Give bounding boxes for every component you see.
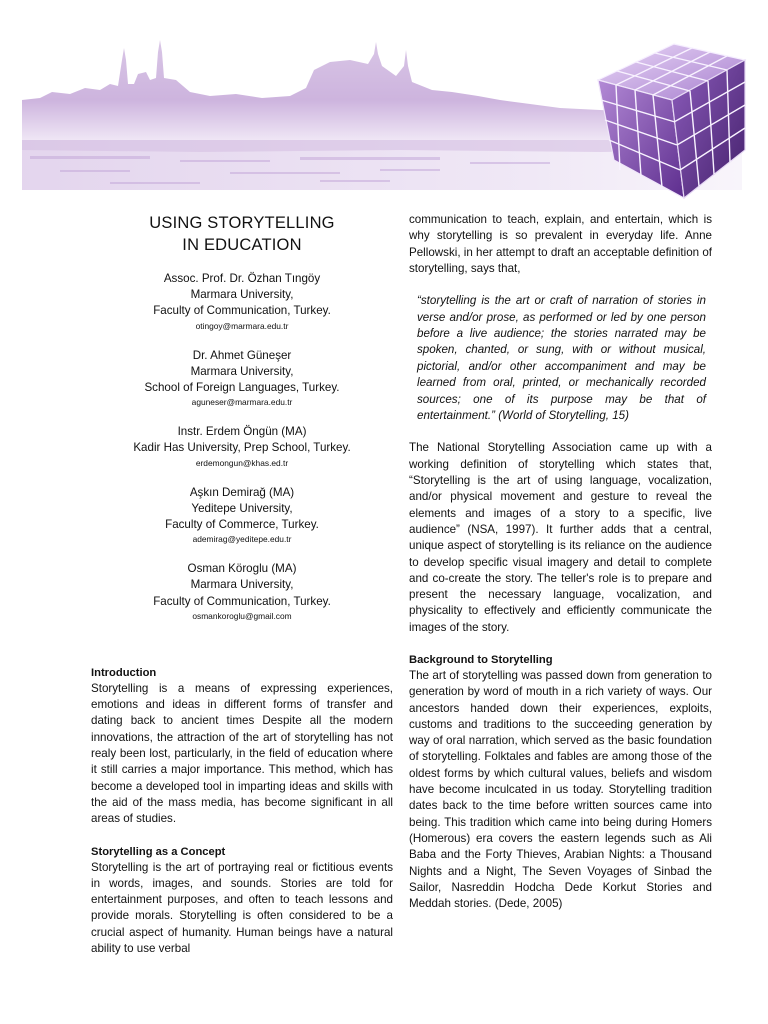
author-email[interactable]: erdemongun@khas.ed.tr: [195, 457, 289, 468]
concept-text: Storytelling is the art of portraying real or fictitious events in words, images, and sounds. Stories are told for entertainment purposes, and often to teach lessons and provide morals. Storytelling is often considered to be a crucial aspect of humanity. Human beings have a natural ability to use verbal: [91, 860, 393, 955]
author-block: [91, 424, 393, 469]
author-email[interactable]: otingoy@marmara.edu.tr: [195, 320, 289, 331]
section-heading-concept: Storytelling as a Concept: [91, 845, 226, 858]
right-intro-text: communication to teach, explain, and entertain, which is why storytelling is so prevalent in everyday life. Anne Pellowski, in her attempt to draft an acceptable definition of storytelling, says that,: [409, 213, 712, 275]
author-name: Instr. Erdem Öngün (MA): [177, 425, 307, 439]
section-heading-background: Background to Storytelling: [409, 654, 553, 666]
author-affiliation: Faculty of Communication, Turkey.: [153, 594, 331, 608]
author-block: [91, 561, 393, 623]
author-block: [91, 348, 393, 410]
author-email[interactable]: ademirag@yeditepe.edu.tr: [192, 534, 292, 545]
author-affiliation: Faculty of Commerce, Turkey.: [165, 518, 319, 532]
title-line-2: IN EDUCATION: [182, 236, 302, 254]
block-quote: “storytelling is the art or craft of narration of stories in verse and/or prose, as performed or led by one person before a live audience; the stories narrated may be spoken, chanted, or sung, with or without musical, pictorial, and/or other accompaniment and may be learned from oral, printed, or mechanically recorded sources; one of its purpose may be that of entertainment.” (World of Storytelling, 15): [417, 294, 706, 423]
author-affiliation: School of Foreign Languages, Turkey.: [144, 381, 340, 395]
header-banner: [0, 0, 768, 205]
author-email[interactable]: osmankoroglu@gmail.com: [192, 610, 292, 621]
author-affiliation: Marmara University,: [190, 288, 294, 302]
author-block: [91, 485, 393, 547]
background-text: The art of storytelling was passed down from generation to generation by word of mouth in a rich variety of ways. Our ancestors handed down their experiences, exploits, customs and traditions to the succeeding generation by way of oral narration, which served as the basic foundation of storytelling. Folktales and fables are among those of the oldest forms by which cultural values, beliefs and wisdom have become inculcated in us today. Storytelling tradition dates back to the time before written sources came into being. This tradition which came into being during Homers (Homerous) era covers the eastern legends such as Ali Baba and the Forty Thieves, Arabian Nights: a Thousand Nights and a Night, The Seven Voyages of Sinbad the Sailor, Nasreddin Hodcha Dede Korkut Stories and Meddah stories. (Dede, 2005): [409, 669, 712, 911]
author-name: Aşkın Demirağ (MA): [189, 485, 295, 499]
author-name: Osman Köroglu (MA): [187, 562, 297, 576]
author-email[interactable]: aguneser@marmara.edu.tr: [191, 397, 293, 408]
paper-title: [91, 212, 393, 256]
left-column: [91, 212, 393, 957]
introduction-text: Storytelling is a means of expressing experiences, emotions and ideas in different forms of transfer and dating back to ancient times Despite all the modern innovations, the attraction of the art of storytelling has not realy been lost, particularly, in the field of education where it still carries a major importance. This method, which has become a developed tool in imparting ideas and skills with the aid of the mass media, has become significant in all areas of studies.: [91, 681, 393, 826]
author-affiliation: Kadir Has University, Prep School, Turkey.: [133, 441, 351, 455]
author-affiliation: Marmara University,: [190, 364, 294, 378]
right-column: [409, 212, 712, 912]
author-block: [91, 271, 393, 333]
author-name: Dr. Ahmet Güneşer: [192, 348, 292, 362]
section-heading-introduction: Introduction: [91, 666, 157, 679]
nsa-definition-text: The National Storytelling Association came up with a working definition of storytelling which states that, “Storytelling is the art of using language, vocalization, and/or physical movement and gesture to reveal the elements and images of a story to a specific, live audience” (NSA, 1997). It further adds that a central, unique aspect of storytelling is its reliance on the audience to develop specific visual imagery and detail to complete and co-create the story. The teller's role is to prepare and present the necessary language, vocalization, and physicality to effectively and efficiently communicate the images of the story.: [409, 441, 712, 634]
author-affiliation: Marmara University,: [190, 578, 294, 592]
author-affiliation: Faculty of Communication, Turkey.: [153, 304, 331, 318]
author-name: Assoc. Prof. Dr. Özhan Tıngöy: [163, 272, 321, 285]
author-affiliation: Yeditepe University,: [191, 501, 293, 515]
title-line-1: USING STORYTELLING: [149, 214, 335, 232]
